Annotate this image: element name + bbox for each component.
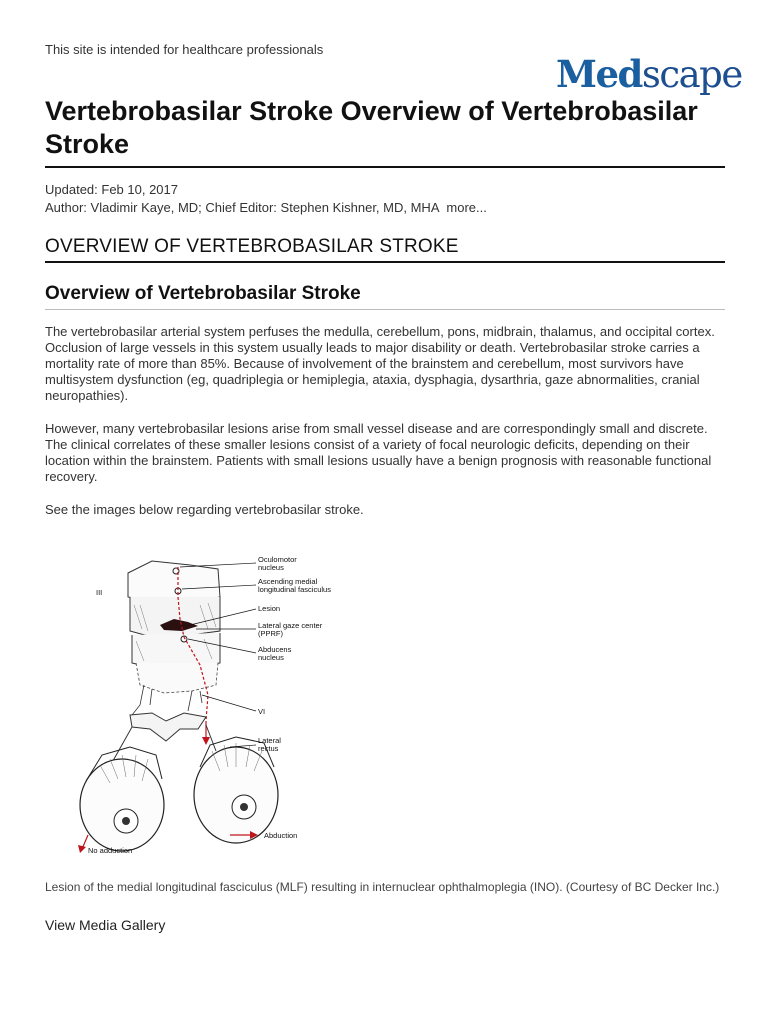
right-pupil <box>240 803 248 811</box>
no-adduction-arrowhead <box>78 845 86 853</box>
section-heading: OVERVIEW OF VERTEBROBASILAR STROKE <box>45 236 459 257</box>
label-lesion: Lesion <box>258 604 281 613</box>
medscape-logo[interactable] <box>556 52 742 96</box>
paragraph-3: See the images below regarding vertebrobasilar stroke. <box>45 502 364 517</box>
subheading-divider <box>45 309 725 310</box>
ino-illustration[interactable] <box>60 545 360 857</box>
label-pprf-1: Lateral gaze center <box>258 621 323 630</box>
label-mlf-2: longitudinal fasciculus <box>258 585 331 594</box>
more-link[interactable]: more... <box>446 200 487 215</box>
paragraph-2: However, many vertebrobasilar lesions arise from small vessel disease and are correspondingly small and discrete. The clinical correlates of these smaller lesions consist of a variety of focal neurologic deficits, depending on their location within the brainstem. Patients with small lesions usually have a benign prognosis with reasonable functional recovery. <box>45 421 712 484</box>
healthcare-notice: This site is intended for healthcare professionals <box>45 42 324 57</box>
midbrain-section <box>128 561 220 603</box>
optic-chiasm <box>130 713 206 741</box>
label-nerve-vi: VI <box>258 707 266 716</box>
left-pupil <box>122 817 130 825</box>
label-abducens-2: nucleus <box>258 653 284 662</box>
label-nerve-iii: III <box>96 588 103 597</box>
brainstem-eye-diagram <box>60 545 360 857</box>
label-pprf-2: (PPRF) <box>258 629 283 638</box>
label-abduction: Abduction <box>264 831 298 840</box>
logo-part1: Med <box>556 52 642 96</box>
author-text: Author: Vladimir Kaye, MD; Chief Editor: Stephen Kishner, MD, MHA <box>45 200 439 215</box>
label-lateral-rectus-2: rectus <box>258 744 279 753</box>
paragraph-1: The vertebrobasilar arterial system perfuses the medulla, cerebellum, pons, midbrain, thalamus, and occipital cortex. Occlusion of large vessels in this system usually leads to major disability or death. Vertebrobasilar stroke carries a mortality rate of more than 85%. Because of involvement of the brainstem and cerebellum, most survivors have multisystem dysfunction (eg, quadriplegia or hemiplegia, ataxia, dysphagia, dysarthria, gaze abnormalities, cranial neuropathies). <box>45 324 715 403</box>
label-oculomotor-1: Oculomotor <box>258 555 297 564</box>
label-oculomotor-2: nucleus <box>258 563 284 572</box>
author-line <box>45 200 487 215</box>
updated-date: Updated: Feb 10, 2017 <box>45 182 178 197</box>
label-mlf-1: Ascending medial <box>258 577 318 586</box>
figure-caption: Lesion of the medial longitudinal fasciculus (MLF) resulting in internuclear ophthalmoplegia (INO). (Courtesy of BC Decker Inc.) <box>45 880 720 894</box>
sub-heading: Overview of Vertebrobasilar Stroke <box>45 283 361 304</box>
section-divider <box>45 261 725 263</box>
title-divider <box>45 166 725 168</box>
view-media-gallery-link[interactable]: View Media Gallery <box>45 917 166 933</box>
abduction-arrowhead <box>202 737 210 745</box>
label-abducens-1: Abducens <box>258 645 292 654</box>
logo-part2: scape <box>641 53 742 96</box>
label-no-adduction: No adduction <box>88 846 133 855</box>
left-eyeball <box>80 759 164 851</box>
article-title: Vertebrobasilar Stroke Overview of Vertebrobasilar Stroke <box>45 96 698 159</box>
label-lateral-rectus-1: Lateral <box>258 736 281 745</box>
